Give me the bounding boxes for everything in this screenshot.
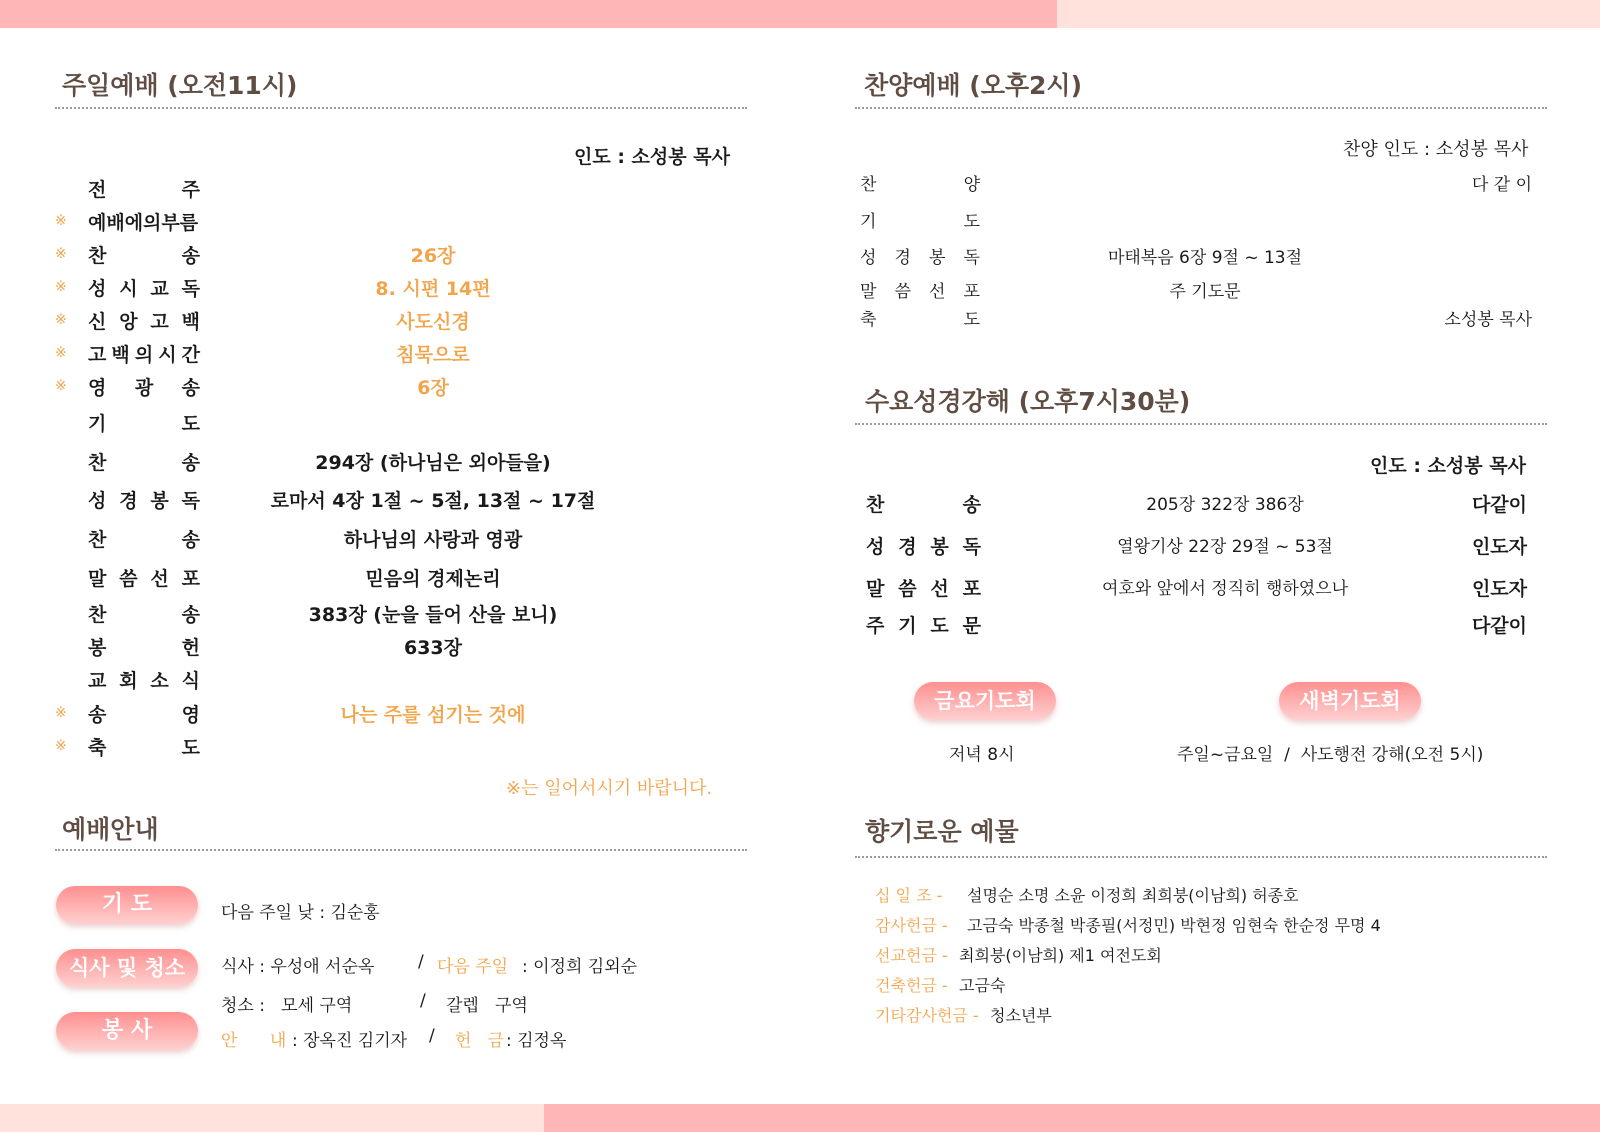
meal-sep: / (418, 952, 424, 972)
offering-type: 선교헌금 - (875, 946, 948, 965)
label-char: 도 (930, 615, 949, 637)
label-char: 기 (88, 413, 107, 435)
label-char: 영 (181, 704, 200, 726)
label-char: 성 (88, 490, 107, 512)
label-char: 회 (119, 670, 138, 692)
label-char: 시 (119, 278, 138, 300)
stand-mark: ※ (55, 246, 67, 262)
label-char: 축 (860, 310, 877, 330)
label-char: 예배에의부름 (88, 212, 199, 234)
order-item-detail: 633장 (403, 637, 463, 659)
meal-next-label: 다음 주일 (437, 957, 509, 977)
order-item-detail: 26장 (410, 245, 456, 267)
label-char: 시 (158, 344, 177, 366)
order-item-person: 다같이 (1471, 494, 1527, 516)
label-char: 소 (150, 670, 169, 692)
bottom-bar-light (0, 1104, 544, 1132)
meal-cleaning-pill: 식사 및 청소 (56, 949, 198, 987)
order-item-detail: 열왕기상 22장 29절 ~ 53절 (1117, 537, 1333, 557)
label-char: 송 (962, 494, 981, 516)
label-char: 성 (88, 278, 107, 300)
label-char: 송 (88, 704, 107, 726)
order-item-detail: 로마서 4장 1절 ~ 5절, 13절 ~ 17절 (270, 490, 596, 512)
label-char: 씀 (898, 578, 917, 600)
stand-mark: ※ (55, 312, 67, 328)
label-char: 말 (860, 282, 877, 302)
dawn-prayer-time: 주일~금요일 / 사도행전 강해(오전 5시) (1177, 745, 1484, 765)
label-char: 도 (963, 212, 980, 232)
wednesday-leader: 인도 : 소성봉 목사 (1370, 455, 1526, 477)
stand-mark: ※ (55, 705, 67, 721)
label-char: 선 (929, 282, 946, 302)
label-char: 전 (88, 179, 107, 201)
label-char: 선 (150, 568, 169, 590)
label-char: 교 (88, 670, 107, 692)
label-char: 백 (111, 344, 130, 366)
offering-names: 최희붕(이남희) 제1 여전도회 (959, 946, 1162, 965)
label-char: 말 (866, 578, 885, 600)
offering-label: 헌 금 (455, 1031, 505, 1051)
order-item-detail: 8. 시편 14편 (375, 278, 491, 300)
label-char: 말 (88, 568, 107, 590)
label-char: 송 (181, 377, 200, 399)
prayer-text: 다음 주일 낮 : 김순홍 (221, 903, 380, 923)
label-char: 씀 (119, 568, 138, 590)
stand-note: ※는 일어서시기 바랍니다. (506, 778, 713, 799)
usher-value: : 장옥진 김기자 (292, 1031, 408, 1051)
stand-mark: ※ (55, 345, 67, 361)
label-char: 독 (963, 248, 980, 268)
order-item-detail: 사도신경 (396, 311, 470, 333)
label-char: 송 (181, 245, 200, 267)
label-char: 봉 (930, 536, 949, 558)
friday-prayer-pill: 금요기도회 (914, 682, 1056, 720)
label-char: 광 (134, 377, 154, 399)
label-char: 주 (181, 179, 200, 201)
label-char: 독 (962, 536, 981, 558)
label-char: 문 (962, 615, 981, 637)
label-char: 축 (88, 737, 107, 759)
label-char: 영 (88, 377, 107, 399)
label-char: 찬 (88, 245, 107, 267)
meal-line: 식사 : 우성애 서순옥 (221, 957, 375, 977)
worship-guide-title: 예배안내 (62, 815, 159, 844)
order-item-person: 소성봉 목사 (1444, 310, 1532, 330)
offering-names: 청소년부 (990, 1006, 1052, 1025)
wednesday-title: 수요성경강해 (오후7시30분) (865, 387, 1191, 416)
offering-type: 기타감사헌금 - (875, 1006, 979, 1025)
label-char: 백 (181, 311, 200, 333)
label-char: 고 (88, 344, 107, 366)
label-char: 도 (963, 310, 980, 330)
cleaning-line-b: 갈렙 구역 (446, 996, 528, 1016)
sunday-worship-leader: 인도 : 소성봉 목사 (574, 146, 730, 168)
label-char: 찬 (866, 494, 885, 516)
label-char: 의 (134, 344, 154, 366)
label-char: 성 (866, 536, 885, 558)
label-char: 경 (894, 248, 911, 268)
prayer-pill: 기 도 (56, 886, 198, 924)
label-char: 선 (930, 578, 949, 600)
stand-mark: ※ (55, 213, 67, 229)
service-sep: / (429, 1026, 435, 1046)
order-item-detail: 6장 (417, 377, 449, 399)
stand-mark: ※ (55, 738, 67, 754)
label-char: 성 (860, 248, 877, 268)
friday-prayer-time: 저녁 8시 (949, 745, 1015, 765)
order-item-detail: 믿음의 경제논리 (365, 568, 501, 590)
offerings-title: 향기로운 예물 (865, 817, 1019, 846)
label-char: 앙 (119, 311, 138, 333)
label-char: 찬 (88, 452, 107, 474)
order-item-person: 다 같 이 (1471, 175, 1532, 195)
label-char: 씀 (894, 282, 911, 302)
order-item-detail: 하나님의 사랑과 영광 (343, 529, 523, 551)
label-char: 찬 (88, 604, 107, 626)
service-pill: 봉 사 (56, 1012, 198, 1050)
stand-mark: ※ (55, 378, 67, 394)
dawn-prayer-pill: 새벽기도회 (1279, 682, 1421, 720)
label-char: 봉 (929, 248, 946, 268)
label-char: 포 (181, 568, 200, 590)
cleaning-line: 청소 : 모세 구역 (221, 996, 353, 1016)
order-item-detail: 마태복음 6장 9절 ~ 13절 (1107, 248, 1303, 268)
label-char: 봉 (150, 490, 169, 512)
label-char: 헌 (181, 637, 200, 659)
label-char: 기 (860, 212, 877, 232)
label-char: 기 (898, 615, 917, 637)
label-char: 찬 (88, 529, 107, 551)
label-char: 찬 (860, 175, 877, 195)
label-char: 신 (88, 311, 107, 333)
offering-names: 고금숙 박종철 박종필(서정민) 박현정 임현숙 한순정 무명 4 (967, 916, 1381, 935)
order-item-detail: 294장 (하나님은 외아들을) (315, 452, 551, 474)
bottom-bar-dark (544, 1104, 1600, 1132)
praise-worship-title: 찬양예배 (오후2시) (864, 71, 1083, 100)
order-item-person: 인도자 (1471, 536, 1527, 558)
order-item-detail: 383장 (눈을 들어 산을 보니) (308, 604, 558, 626)
offering-type: 감사헌금 - (875, 916, 948, 935)
stand-mark: ※ (55, 279, 67, 295)
label-char: 간 (181, 344, 200, 366)
offering-names: 설명순 소명 소윤 이정희 최희붕(이남희) 허종호 (967, 886, 1299, 905)
meal-next-value: : 이정희 김외순 (522, 957, 638, 977)
label-char: 경 (898, 536, 917, 558)
label-char: 송 (181, 604, 200, 626)
order-item-detail: 205장 322장 386장 (1146, 495, 1304, 515)
label-char: 도 (181, 413, 200, 435)
label-char: 고 (150, 311, 169, 333)
offering-value: : 김정옥 (506, 1031, 567, 1051)
order-item-detail: 나는 주를 섬기는 것에 (340, 704, 526, 726)
offering-type: 건축헌금 - (875, 976, 948, 995)
label-char: 포 (962, 578, 981, 600)
usher-label: 안 내 (221, 1031, 287, 1051)
offering-names: 고금숙 (959, 976, 1006, 995)
label-char: 봉 (88, 637, 107, 659)
label-char: 양 (963, 175, 980, 195)
order-item-person: 다같이 (1471, 615, 1527, 637)
label-char: 독 (181, 490, 200, 512)
order-item-person: 인도자 (1471, 578, 1527, 600)
label-char: 교 (150, 278, 169, 300)
sunday-worship-title: 주일예배 (오전11시) (62, 71, 298, 100)
label-char: 송 (181, 452, 200, 474)
label-char: 도 (181, 737, 200, 759)
label-char: 포 (963, 282, 980, 302)
label-char: 주 (866, 615, 885, 637)
order-item-detail: 침묵으로 (396, 344, 470, 366)
order-item-detail: 주 기도문 (1169, 282, 1241, 302)
label-char: 경 (119, 490, 138, 512)
praise-worship-leader: 찬양 인도 : 소성봉 목사 (1343, 139, 1529, 160)
offering-type: 십 일 조 - (875, 886, 943, 905)
label-char: 식 (181, 670, 200, 692)
label-char: 송 (181, 529, 200, 551)
cleaning-sep: / (420, 991, 426, 1011)
label-char: 독 (181, 278, 200, 300)
order-item-detail: 여호와 앞에서 정직히 행하였으나 (1101, 579, 1349, 599)
